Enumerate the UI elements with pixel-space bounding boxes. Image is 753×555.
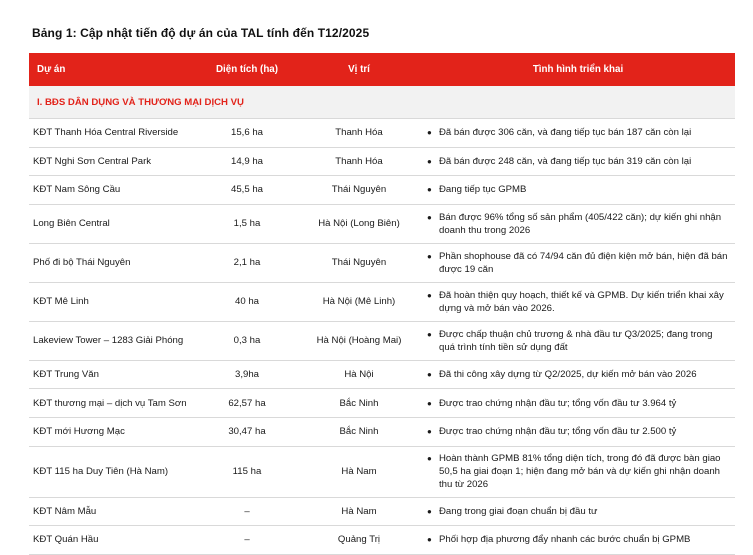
project-progress-table xyxy=(29,53,735,555)
status-text: Đã thi công xây dựng từ Q2/2025, dự kiến mở bán vào 2026 xyxy=(439,369,697,381)
header-area: Diện tích (ha) xyxy=(197,53,297,86)
table-title: Bảng 1: Cập nhật tiến độ dự án của TAL tính đến T12/2025 xyxy=(32,26,370,40)
bullet-icon: ● xyxy=(427,128,432,138)
project-area: 2,1 ha xyxy=(197,243,297,282)
project-name: KĐT Nam Sông Cầu xyxy=(29,176,197,205)
table-row xyxy=(29,282,735,321)
table-row xyxy=(29,446,735,497)
status-text: Được chấp thuận chủ trương & nhà đầu tư Q3/2025; đang trong quá trình tính tiền sử dụng đất xyxy=(439,328,713,353)
project-location: Bắc Ninh xyxy=(297,389,421,418)
project-location: Thái Nguyên xyxy=(297,176,421,205)
status-text: Đã bán được 306 căn, và đang tiếp tục bán 187 căn còn lại xyxy=(439,127,692,139)
bullet-icon: ● xyxy=(427,454,432,464)
project-name: KĐT thương mại – dịch vụ Tam Sơn xyxy=(29,389,197,418)
header-location: Vị trí xyxy=(297,53,421,86)
project-location: Quảng Trị xyxy=(297,526,421,555)
project-name: KĐT mới Hương Mạc xyxy=(29,417,197,446)
project-location: Hà Nam xyxy=(297,446,421,497)
project-status xyxy=(421,497,735,526)
status-text: Bán được 96% tổng số sản phẩm (405/422 căn); dự kiến ghi nhận doanh thu trong 2026 xyxy=(439,211,722,236)
project-status xyxy=(421,176,735,205)
table-row xyxy=(29,243,735,282)
header-project: Dự án xyxy=(29,53,197,86)
status-text: Đã bán được 248 căn, và đang tiếp tục bán 319 căn còn lại xyxy=(439,155,692,167)
project-area: 30,47 ha xyxy=(197,417,297,446)
bullet-icon: ● xyxy=(427,329,432,339)
project-location: Hà Nội (Long Biên) xyxy=(297,204,421,243)
table-row xyxy=(29,204,735,243)
table-row xyxy=(29,119,735,148)
project-status xyxy=(421,526,735,555)
project-area: 40 ha xyxy=(197,282,297,321)
project-status xyxy=(421,204,735,243)
bullet-icon: ● xyxy=(427,535,432,545)
status-text: Phần shophouse đã có 74/94 căn đủ điện kiện mở bán, hiện đã bán được 19 căn xyxy=(439,250,728,275)
project-location: Thanh Hóa xyxy=(297,147,421,176)
project-location: Thái Nguyên xyxy=(297,243,421,282)
project-area: 15,6 ha xyxy=(197,119,297,148)
table-row xyxy=(29,389,735,418)
project-status xyxy=(421,360,735,389)
header-row xyxy=(29,53,735,86)
project-name: Lakeview Tower – 1283 Giải Phóng xyxy=(29,321,197,360)
project-area: 62,57 ha xyxy=(197,389,297,418)
project-area: 45,5 ha xyxy=(197,176,297,205)
project-name: KĐT Thanh Hóa Central Riverside xyxy=(29,119,197,148)
bullet-icon: ● xyxy=(427,185,432,195)
header-status: Tình hình triển khai xyxy=(421,53,735,86)
status-text: Được trao chứng nhận đầu tư; tổng vốn đầu tư 3.964 tỷ xyxy=(439,397,677,409)
bullet-icon: ● xyxy=(427,290,432,300)
project-area: – xyxy=(197,526,297,555)
project-name: KĐT 115 ha Duy Tiên (Hà Nam) xyxy=(29,446,197,497)
table-row xyxy=(29,526,735,555)
status-text: Đang trong giai đoạn chuẩn bị đầu tư xyxy=(439,505,598,517)
project-status xyxy=(421,282,735,321)
project-status xyxy=(421,389,735,418)
project-status xyxy=(421,243,735,282)
project-location: Hà Nội xyxy=(297,360,421,389)
section-label: I. BĐS DÂN DỤNG VÀ THƯƠNG MẠI DỊCH VỤ xyxy=(29,86,735,119)
table-row xyxy=(29,360,735,389)
project-location: Hà Nội (Mê Linh) xyxy=(297,282,421,321)
bullet-icon: ● xyxy=(427,506,432,516)
project-location: Bắc Ninh xyxy=(297,417,421,446)
project-name: KĐT Quán Hầu xyxy=(29,526,197,555)
project-area: 115 ha xyxy=(197,446,297,497)
status-text: Đang tiếp tục GPMB xyxy=(439,184,527,196)
section-row xyxy=(29,86,735,119)
project-status xyxy=(421,321,735,360)
bullet-icon: ● xyxy=(427,370,432,380)
project-name: Long Biên Central xyxy=(29,204,197,243)
project-status xyxy=(421,417,735,446)
project-location: Hà Nam xyxy=(297,497,421,526)
bullet-icon: ● xyxy=(427,251,432,261)
project-status xyxy=(421,147,735,176)
bullet-icon: ● xyxy=(427,156,432,166)
project-area: 3,9ha xyxy=(197,360,297,389)
project-name: KĐT Mê Linh xyxy=(29,282,197,321)
project-status xyxy=(421,119,735,148)
project-name: Phố đi bộ Thái Nguyên xyxy=(29,243,197,282)
project-area: 1,5 ha xyxy=(197,204,297,243)
project-name: KĐT Trung Văn xyxy=(29,360,197,389)
table-row xyxy=(29,417,735,446)
project-name: KĐT Nâm Mẫu xyxy=(29,497,197,526)
bullet-icon: ● xyxy=(427,212,432,222)
status-text: Hoàn thành GPMB 81% tổng diện tích, trong đó đã được bàn giao 50,5 ha giai đoạn 1; hiện đang mở bán và dự kiến ghi nhận doanh thu từ 2026 xyxy=(439,453,721,491)
status-text: Được trao chứng nhận đầu tư; tổng vốn đầu tư 2.500 tỷ xyxy=(439,426,677,438)
status-text: Phối hợp địa phương đẩy nhanh các bước chuẩn bị GPMB xyxy=(439,534,691,546)
project-area: 14,9 ha xyxy=(197,147,297,176)
project-status xyxy=(421,446,735,497)
project-area: – xyxy=(197,497,297,526)
table-row xyxy=(29,147,735,176)
project-area: 0,3 ha xyxy=(197,321,297,360)
table-row xyxy=(29,321,735,360)
bullet-icon: ● xyxy=(427,427,432,437)
table-row xyxy=(29,497,735,526)
project-location: Hà Nội (Hoàng Mai) xyxy=(297,321,421,360)
status-text: Đã hoàn thiện quy hoạch, thiết kế và GPMB. Dự kiến triển khai xây dựng và mở bán vào 2026. xyxy=(439,289,724,314)
project-location: Thanh Hóa xyxy=(297,119,421,148)
table-row xyxy=(29,176,735,205)
project-name: KĐT Nghi Sơn Central Park xyxy=(29,147,197,176)
bullet-icon: ● xyxy=(427,398,432,408)
